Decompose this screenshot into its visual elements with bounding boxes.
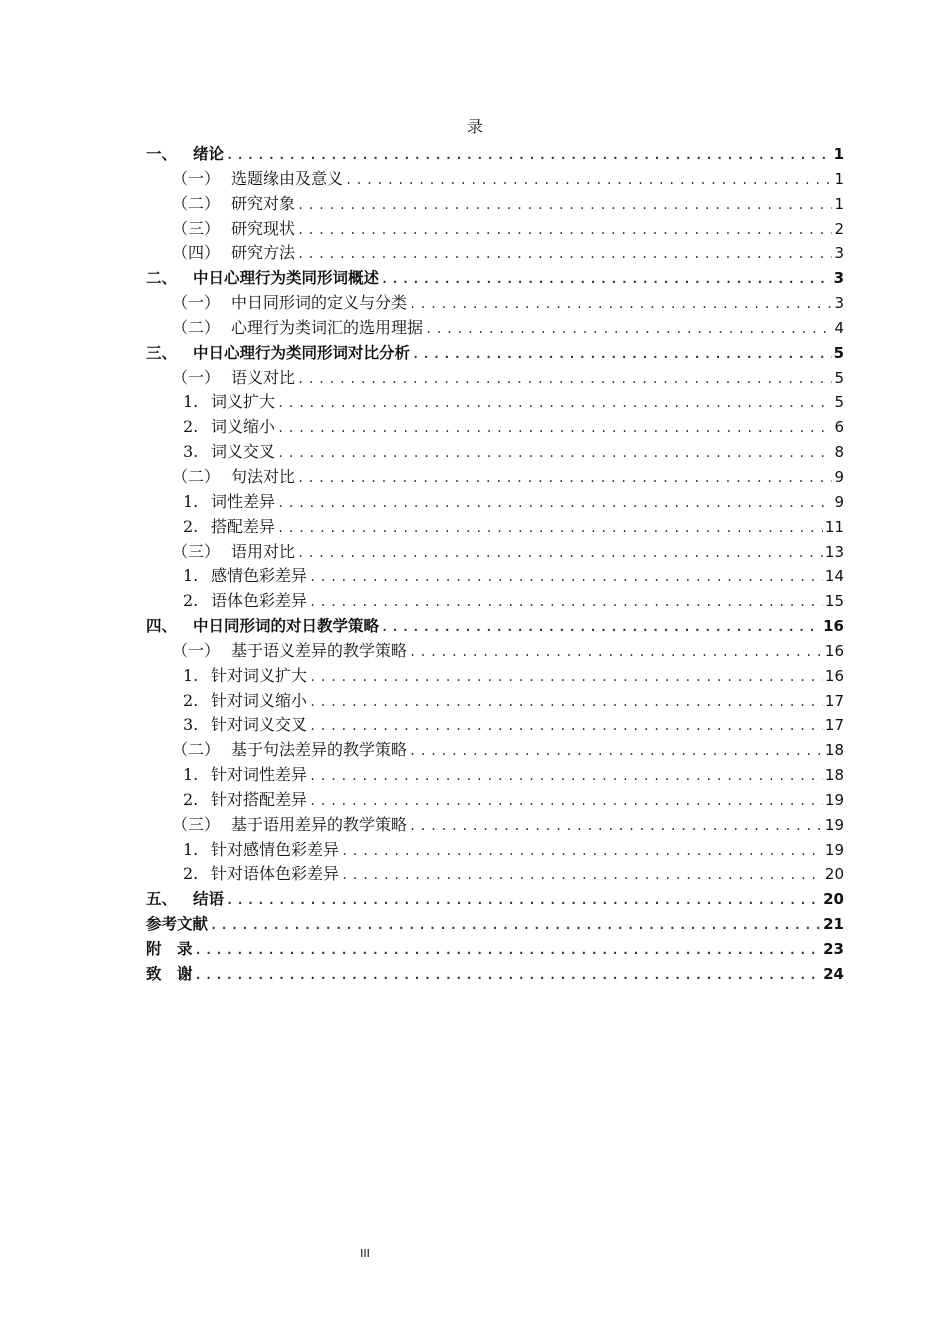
dot-leader — [297, 466, 832, 491]
toc-entry-page: 3 — [834, 244, 844, 263]
toc-entry-number: 2. — [183, 591, 199, 611]
toc-entry-number: （一） — [172, 293, 221, 313]
toc-entry-title: 针对词义扩大 — [211, 665, 308, 685]
toc-entry[interactable] — [146, 937, 844, 962]
toc-entry-page: 15 — [824, 592, 844, 611]
toc-entry[interactable] — [146, 540, 844, 565]
toc-entry-page: 1 — [834, 194, 844, 213]
toc-entry-page: 19 — [824, 840, 844, 859]
toc-entry-number: 2. — [183, 789, 199, 809]
toc-entry-title: 参考文献 — [146, 915, 209, 934]
toc-entry-title: 词义缩小 — [211, 417, 276, 437]
toc-entry[interactable] — [146, 838, 844, 863]
toc-entry-title: 感情色彩差异 — [211, 566, 308, 586]
toc-entry-page: 5 — [834, 393, 844, 412]
toc-entry-page: 1 — [834, 169, 844, 188]
toc-entry[interactable] — [146, 390, 844, 415]
toc-entry-page: 16 — [824, 666, 844, 685]
dot-leader — [309, 565, 823, 590]
toc-entry[interactable] — [146, 192, 844, 217]
toc-entry-title: 中日同形词的定义与分类 — [231, 293, 408, 313]
dot-leader — [195, 938, 822, 963]
toc-entry-title: 语体色彩差异 — [211, 591, 308, 611]
dot-leader — [409, 814, 823, 839]
toc-entry-page: 23 — [823, 940, 844, 958]
toc-entry-title: 中日心理行为类同形词概述 — [193, 269, 380, 288]
dot-leader — [309, 789, 823, 814]
dot-leader — [277, 491, 832, 516]
dot-leader — [297, 218, 832, 243]
dot-leader — [341, 863, 823, 888]
toc-entry-number: （一） — [172, 640, 221, 660]
toc-entry[interactable] — [146, 862, 844, 887]
toc-entry-page: 16 — [824, 641, 844, 660]
dot-leader — [381, 615, 821, 640]
toc-entry-page: 1 — [833, 145, 844, 163]
toc-entry-title: 搭配差异 — [211, 516, 276, 536]
toc-entry-page: 5 — [834, 368, 844, 387]
toc-entry-page: 2 — [834, 219, 844, 238]
toc-entry-title: 绪论 — [193, 145, 225, 163]
dot-leader — [297, 193, 832, 218]
toc-entry[interactable] — [146, 341, 844, 366]
toc-entry-number: 五、 — [146, 890, 178, 909]
toc-entry-title: 语用对比 — [231, 541, 296, 561]
toc-entry-title: 针对词义缩小 — [211, 690, 308, 710]
dot-leader — [297, 541, 823, 566]
dot-leader — [195, 963, 822, 988]
toc-heading: 录 — [466, 117, 483, 136]
toc-entry[interactable] — [146, 664, 844, 689]
dot-leader — [309, 665, 823, 690]
toc-entry-page: 18 — [824, 766, 844, 785]
toc-entry-number: 1. — [183, 566, 199, 586]
toc-entry-number: 3. — [183, 715, 199, 735]
toc-entry-page: 20 — [823, 890, 844, 909]
toc-entry-number: 一、 — [146, 145, 178, 163]
toc-entry[interactable] — [146, 689, 844, 714]
toc-entry[interactable] — [146, 366, 844, 391]
toc-entry-number: （二） — [172, 317, 221, 337]
toc-entry-title: 结语 — [193, 890, 225, 909]
toc-entry-page: 17 — [824, 691, 844, 710]
toc-entry-title: 心理行为类词汇的选用理据 — [231, 317, 424, 337]
toc-entry-title: 词义扩大 — [211, 392, 276, 412]
dot-leader — [309, 590, 823, 615]
toc-entry[interactable] — [146, 465, 844, 490]
toc-entry-page: 16 — [823, 617, 844, 636]
toc-entry[interactable] — [146, 887, 844, 912]
toc-entry-page: 19 — [824, 790, 844, 809]
table-of-contents — [146, 142, 844, 987]
toc-entry[interactable] — [146, 788, 844, 813]
toc-entry-number: 3. — [183, 442, 199, 462]
toc-entry-page: 21 — [823, 915, 844, 934]
toc-entry-page: 5 — [833, 343, 844, 362]
toc-entry-number: 1. — [183, 765, 199, 785]
toc-entry[interactable] — [146, 763, 844, 788]
toc-entry-number: 2. — [183, 690, 199, 710]
dot-leader — [277, 441, 832, 466]
toc-entry-title: 针对感情色彩差异 — [211, 839, 340, 859]
dot-leader — [226, 888, 821, 913]
dot-leader — [309, 690, 823, 715]
toc-entry[interactable] — [146, 142, 844, 167]
dot-leader — [409, 292, 832, 317]
toc-entry-page: 3 — [834, 294, 844, 313]
dot-leader — [297, 242, 832, 267]
toc-entry-title: 基于语用差异的教学策略 — [231, 814, 408, 834]
toc-entry-page: 13 — [824, 542, 844, 561]
toc-entry-number: 1. — [183, 491, 199, 511]
dot-leader — [226, 143, 832, 168]
toc-entry-page: 24 — [823, 964, 844, 983]
toc-entry-page: 20 — [824, 865, 844, 884]
toc-entry[interactable] — [146, 515, 844, 540]
toc-entry-page: 9 — [834, 492, 844, 511]
toc-entry-title: 语义对比 — [231, 367, 296, 387]
toc-entry[interactable] — [146, 241, 844, 266]
dot-leader — [341, 839, 823, 864]
toc-entry[interactable] — [146, 738, 844, 763]
toc-entry-title: 致 谢 — [146, 964, 193, 983]
toc-entry-number: 2. — [183, 864, 199, 884]
toc-entry-number: 三、 — [146, 343, 178, 362]
toc-entry-page: 3 — [833, 269, 844, 288]
toc-entry-number: 1. — [183, 392, 199, 412]
toc-entry[interactable] — [146, 713, 844, 738]
dot-leader — [381, 267, 832, 292]
toc-entry[interactable] — [146, 813, 844, 838]
dot-leader — [412, 342, 832, 367]
toc-entry[interactable] — [146, 962, 844, 987]
toc-entry-title: 词义交叉 — [211, 442, 276, 462]
toc-entry-page: 8 — [834, 443, 844, 462]
toc-entry[interactable] — [146, 589, 844, 614]
dot-leader — [277, 391, 832, 416]
toc-entry-page: 11 — [824, 517, 844, 536]
toc-entry-title: 附 录 — [146, 940, 193, 958]
toc-entry-number: （二） — [172, 740, 221, 760]
toc-entry[interactable] — [146, 316, 844, 341]
toc-entry-page: 4 — [834, 318, 844, 337]
toc-entry-number: 四、 — [146, 617, 178, 636]
toc-entry-number: （一） — [172, 168, 221, 188]
toc-entry-title: 针对语体色彩差异 — [211, 864, 340, 884]
toc-entry-title: 中日同形词的对日教学策略 — [193, 617, 380, 636]
dot-leader — [297, 367, 832, 392]
toc-entry-number: 2. — [183, 516, 199, 536]
toc-entry-title: 针对词义交叉 — [211, 715, 308, 735]
toc-entry-number: 1. — [183, 839, 199, 859]
dot-leader — [210, 913, 821, 938]
toc-entry-number: 1. — [183, 665, 199, 685]
toc-entry-title: 针对词性差异 — [211, 765, 308, 785]
toc-entry[interactable] — [146, 912, 844, 937]
dot-leader — [425, 317, 832, 342]
toc-entry[interactable] — [146, 614, 844, 639]
toc-entry[interactable] — [146, 490, 844, 515]
toc-entry-number: （一） — [172, 367, 221, 387]
toc-entry-page: 19 — [824, 815, 844, 834]
dot-leader — [309, 764, 823, 789]
toc-entry-title: 基于语义差异的教学策略 — [231, 640, 408, 660]
dot-leader — [277, 516, 823, 541]
toc-entry-title: 句法对比 — [231, 466, 296, 486]
toc-entry[interactable] — [146, 440, 844, 465]
toc-entry-title: 针对搭配差异 — [211, 789, 308, 809]
toc-entry[interactable] — [146, 217, 844, 242]
toc-entry-title: 中日心理行为类同形词对比分析 — [193, 343, 411, 362]
toc-entry[interactable] — [146, 564, 844, 589]
toc-entry[interactable] — [146, 266, 844, 291]
toc-entry-number: （二） — [172, 466, 221, 486]
toc-entry-page: 9 — [834, 467, 844, 486]
toc-entry-title: 研究现状 — [231, 218, 296, 238]
dot-leader — [409, 640, 823, 665]
toc-entry-page: 18 — [824, 741, 844, 760]
toc-entry-number: （三） — [172, 218, 221, 238]
toc-entry-number: 2. — [183, 417, 199, 437]
toc-entry[interactable] — [146, 291, 844, 316]
toc-entry-page: 6 — [834, 418, 844, 437]
toc-entry-title: 研究方法 — [231, 243, 296, 263]
dot-leader — [309, 714, 823, 739]
toc-entry-title: 选题缘由及意义 — [231, 168, 344, 188]
toc-entry-title: 基于句法差异的教学策略 — [231, 740, 408, 760]
toc-entry[interactable] — [146, 167, 844, 192]
dot-leader — [409, 739, 823, 764]
footer-page-number: III — [360, 1247, 370, 1260]
toc-entry[interactable] — [146, 415, 844, 440]
dot-leader — [277, 416, 832, 441]
toc-entry-number: （三） — [172, 541, 221, 561]
dot-leader — [345, 168, 832, 193]
toc-entry-title: 词性差异 — [211, 491, 276, 511]
toc-entry-number: 二、 — [146, 269, 178, 288]
toc-entry-number: （四） — [172, 243, 221, 263]
toc-entry-title: 研究对象 — [231, 193, 296, 213]
toc-entry-page: 14 — [824, 567, 844, 586]
toc-entry[interactable] — [146, 639, 844, 664]
toc-entry-number: （三） — [172, 814, 221, 834]
toc-entry-page: 17 — [824, 716, 844, 735]
toc-entry-number: （二） — [172, 193, 221, 213]
